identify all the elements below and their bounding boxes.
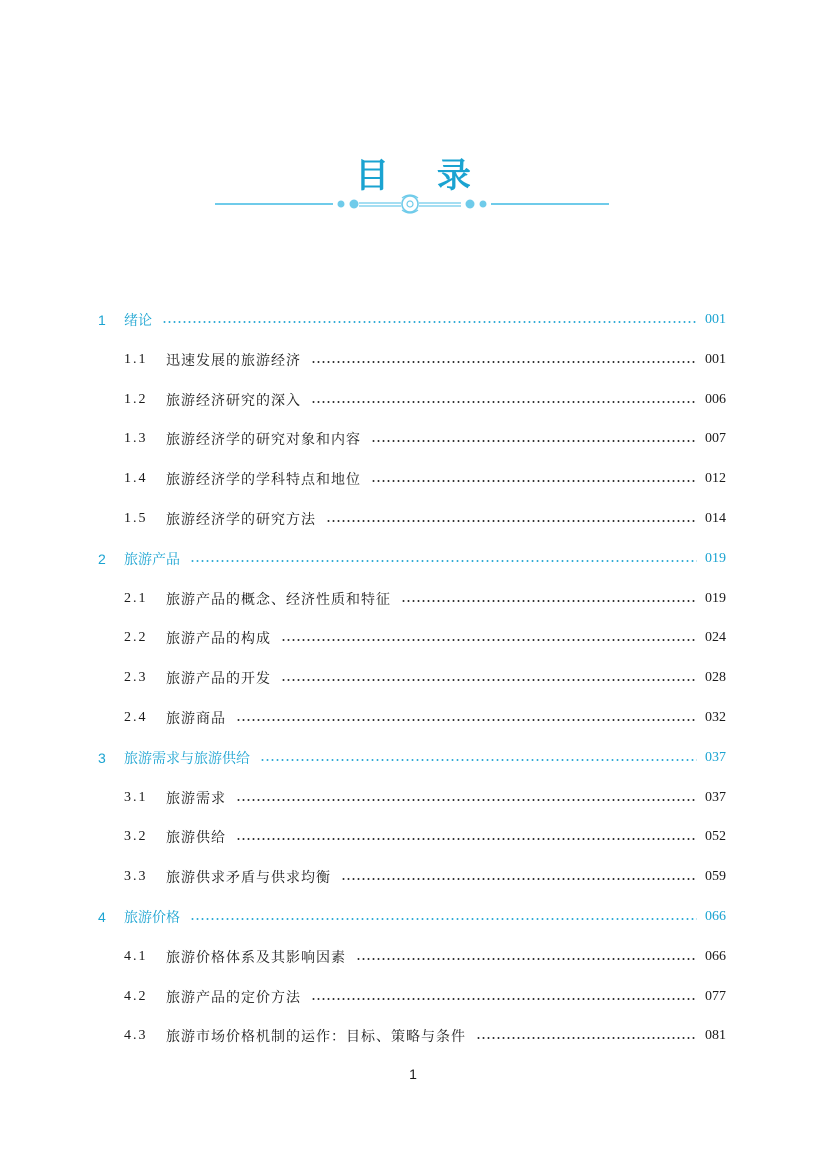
toc-section-entry[interactable] — [98, 340, 726, 380]
toc-entry-title: 迅速发展的旅游经济 — [166, 352, 301, 369]
toc-chapter-entry[interactable] — [98, 539, 726, 579]
toc-section-entry[interactable] — [98, 618, 726, 658]
dot-leader — [311, 998, 697, 1000]
toc-entry-page: 014 — [705, 511, 726, 526]
dot-leader — [190, 560, 697, 562]
title-ornament — [213, 192, 613, 216]
toc-entry-title: 旅游供求矛盾与供求均衡 — [166, 870, 331, 887]
dot-leader — [281, 639, 697, 641]
toc-section-entry[interactable] — [98, 380, 726, 420]
toc-chapter-entry[interactable] — [98, 738, 726, 778]
page-number: 1 — [409, 1066, 417, 1082]
toc-entry-number: 1.1 — [124, 351, 148, 367]
toc-entry-page: 037 — [705, 789, 726, 805]
toc-entry-page: 001 — [705, 351, 726, 367]
toc-entry-page: 059 — [705, 869, 726, 885]
toc-section-entry[interactable] — [98, 817, 726, 857]
toc-entry-number: 3.2 — [124, 829, 148, 845]
toc-entry-page: 077 — [705, 988, 726, 1004]
toc-entry-number: 3.3 — [124, 869, 148, 885]
toc-section-entry[interactable] — [98, 419, 726, 459]
toc-entry-title: 旅游经济研究的深入 — [166, 392, 301, 409]
toc-entry-number: 2.2 — [124, 630, 148, 646]
dot-leader — [356, 958, 697, 960]
toc-entry-number: 1.2 — [124, 391, 148, 407]
toc-entry-page: 081 — [705, 1028, 726, 1044]
toc-entry-number: 2.1 — [124, 590, 148, 606]
toc-entry-number: 4 — [98, 909, 106, 925]
toc-entry-page: 019 — [705, 590, 726, 606]
toc-section-entry[interactable] — [98, 459, 726, 499]
toc-entry-page: 028 — [705, 670, 726, 686]
dot-leader — [326, 520, 697, 522]
dot-leader — [476, 1037, 697, 1039]
toc-entry-number: 1.5 — [124, 511, 148, 526]
toc-entry-page: 066 — [705, 948, 726, 964]
dot-leader — [311, 401, 697, 403]
page-title: 目 录 — [355, 156, 489, 196]
toc-entry-number: 4.3 — [124, 1028, 148, 1044]
toc-entry-number: 3.1 — [124, 789, 148, 805]
toc-chapter-entry[interactable] — [98, 897, 726, 937]
toc-section-entry[interactable] — [98, 698, 726, 738]
toc-section-entry[interactable] — [98, 977, 726, 1017]
toc-entry-number: 3 — [98, 749, 106, 766]
toc-entry-page: 037 — [705, 749, 726, 765]
toc-entry-title: 旅游经济学的学科特点和地位 — [166, 472, 361, 489]
toc-entry-number: 2.3 — [124, 670, 148, 686]
dot-leader — [236, 838, 697, 840]
toc-entry-title: 旅游需求 — [166, 790, 226, 807]
dot-leader — [162, 321, 697, 323]
toc-entry-number: 1.3 — [124, 431, 148, 447]
toc-entry-title: 旅游市场价格机制的运作：目标、策略与条件 — [166, 1029, 466, 1046]
toc-entry-title: 旅游产品的定价方法 — [166, 989, 301, 1006]
toc-entry-title: 旅游产品的开发 — [166, 671, 271, 688]
toc-section-entry[interactable] — [98, 937, 726, 977]
dot-leader — [236, 719, 697, 721]
toc-entry-title: 旅游价格 — [124, 910, 180, 926]
toc-entry-page: 032 — [705, 710, 726, 725]
toc-entry-title: 旅游价格体系及其影响因素 — [166, 949, 346, 966]
toc-entry-number: 4.1 — [124, 948, 148, 964]
toc-section-entry[interactable] — [98, 1016, 726, 1056]
toc-entry-page: 019 — [705, 550, 726, 566]
toc-entry-number: 1 — [98, 312, 106, 328]
toc-entry-number: 4.2 — [124, 988, 148, 1004]
toc-section-entry[interactable] — [98, 857, 726, 897]
toc-entry-title: 旅游供给 — [166, 830, 226, 847]
dot-leader — [341, 878, 697, 880]
dot-leader — [311, 361, 697, 363]
toc-chapter-entry[interactable] — [98, 300, 726, 340]
toc-entry-page: 052 — [705, 829, 726, 845]
dot-leader — [371, 440, 697, 442]
toc-entry-title: 旅游产品的构成 — [166, 631, 271, 648]
dot-leader — [371, 480, 697, 482]
toc-entry-number: 1.4 — [124, 471, 148, 487]
toc-section-entry[interactable] — [98, 658, 726, 698]
dot-leader — [236, 799, 697, 801]
toc-entry-page: 024 — [705, 630, 726, 646]
toc-section-entry[interactable] — [98, 778, 726, 818]
toc-entry-page: 012 — [705, 471, 726, 487]
toc-entry-title: 旅游商品 — [166, 711, 226, 727]
toc-entry-title: 旅游需求与旅游供给 — [124, 750, 250, 767]
toc-entry-title: 旅游产品 — [124, 551, 180, 568]
toc-entry-page: 006 — [705, 391, 726, 407]
dot-leader — [190, 918, 697, 920]
toc-entry-number: 2.4 — [124, 710, 148, 725]
dot-leader — [281, 679, 697, 681]
toc-entry-number: 2 — [98, 550, 106, 567]
dot-leader — [260, 759, 697, 761]
toc-entry-page: 001 — [705, 312, 726, 327]
toc-entry-title: 旅游经济学的研究对象和内容 — [166, 432, 361, 449]
toc-entry-page: 066 — [705, 909, 726, 924]
dot-leader — [401, 600, 697, 602]
toc-entry-title: 绪论 — [124, 313, 152, 329]
toc-section-entry[interactable] — [98, 579, 726, 619]
toc-section-entry[interactable] — [98, 499, 726, 539]
toc-entry-title: 旅游经济学的研究方法 — [166, 512, 316, 528]
toc-entry-title: 旅游产品的概念、经济性质和特征 — [166, 591, 391, 608]
toc-entry-page: 007 — [705, 431, 726, 447]
